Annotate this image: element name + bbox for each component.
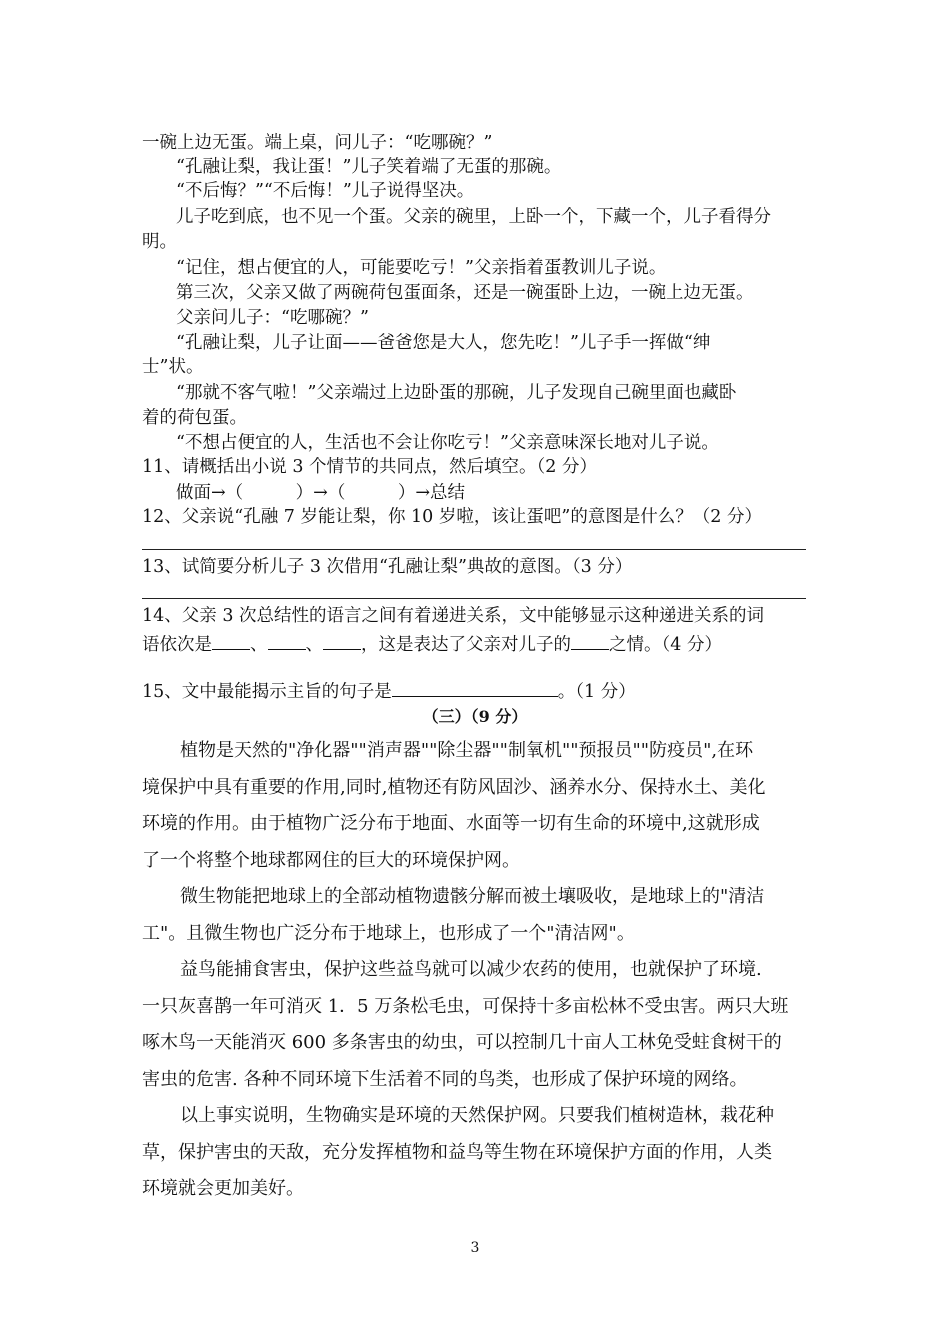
passage-line: 害虫的危害. 各种不同环境下生活着不同的鸟类，也形成了保护环境的网络。 xyxy=(142,1068,748,1090)
passage-line: 微生物能把地球上的全部动植物遗骸分解而被土壤吸收，是地球上的"清洁 xyxy=(180,886,765,907)
passage-line: 益鸟能捕食害虫，保护这些益鸟就可以减少农药的使用，也就保护了环境. xyxy=(180,959,762,980)
question-13: 13、试简要分析儿子 3 次借用“孔融让梨”典故的意图。（3 分） xyxy=(142,557,633,577)
story-line: “孔融让梨，我让蛋！”儿子笑着端了无蛋的那碗。 xyxy=(176,157,562,177)
story-line: “孔融让梨，儿子让面——爸爸您是大人，您先吃！”儿子手一挥做“绅 xyxy=(176,333,711,353)
blank-main-sentence[interactable] xyxy=(392,678,558,697)
question-14-text: 之情。（4 分） xyxy=(609,635,722,655)
blank-word-2[interactable] xyxy=(268,631,306,650)
answer-line-13[interactable] xyxy=(142,598,806,599)
question-15-points: 。（1 分） xyxy=(557,682,636,702)
separator: 、 xyxy=(250,635,268,655)
story-line: 着的荷包蛋。 xyxy=(142,408,247,428)
story-line: 儿子吃到底，也不见一个蛋。父亲的碗里，上卧一个，下藏一个，儿子看得分 xyxy=(176,207,771,227)
section3-passage xyxy=(142,733,808,1208)
question-14-text: ，这是表达了父亲对儿子的 xyxy=(361,635,571,655)
story-line: 第三次，父亲又做了两碗荷包蛋面条，还是一碗蛋卧上边，一碗上边无蛋。 xyxy=(176,283,754,303)
story-line: 明。 xyxy=(142,232,177,252)
question-11-fill[interactable]: 做面→（ ）→（ ）→总结 xyxy=(176,483,465,503)
question-12: 12、父亲说“孔融 7 岁能让梨，你 10 岁啦，该让蛋吧”的意图是什么？（2 分） xyxy=(142,507,763,527)
question-14-continued xyxy=(142,631,808,657)
question-15-text: 15、文中最能揭示主旨的句子是 xyxy=(142,682,392,702)
story-line: “记住，想占便宜的人，可能要吃亏！”父亲指着蛋教训儿子说。 xyxy=(176,258,667,278)
passage-line: 环境的作用。由于植物广泛分布于地面、水面等一切有生命的环境中,这就形成 xyxy=(142,813,760,834)
page-number: 3 xyxy=(470,1240,480,1256)
story-line: 父亲问儿子：“吃哪碗？” xyxy=(176,308,369,328)
passage-line: 以上事实说明，生物确实是环境的天然保护网。只要我们植树造林，栽花种 xyxy=(180,1105,774,1126)
question-15 xyxy=(142,678,808,704)
story-line: “不想占便宜的人，生活也不会让你吃亏！”父亲意味深长地对儿子说。 xyxy=(176,433,719,453)
story-line: 士”状。 xyxy=(142,357,204,377)
passage-line: 了一个将整个地球都网住的巨大的环境保护网。 xyxy=(142,849,520,871)
passage-line: 工"。且微生物也广泛分布于地球上，也形成了一个"清洁网"。 xyxy=(142,922,635,944)
question-11: 11、请概括出小说 3 个情节的共同点，然后填空。（2 分） xyxy=(142,457,597,477)
separator: 、 xyxy=(305,635,323,655)
passage-line: 环境就会更加美好。 xyxy=(142,1178,304,1199)
blank-emotion[interactable] xyxy=(571,631,609,650)
passage-line: 啄木鸟一天能消灭 600 多条害虫的幼虫，可以控制几十亩人工林免受蛀食树干的 xyxy=(142,1032,782,1053)
passage-line: 草，保护害虫的天敌，充分发挥植物和益鸟等生物在环境保护方面的作用，人类 xyxy=(142,1141,772,1163)
passage-line: 境保护中具有重要的作用,同时,植物还有防风固沙、涵养水分、保持水土、美化 xyxy=(142,776,766,798)
story-line: “那就不客气啦！”父亲端过上边卧蛋的那碗，儿子发现自己碗里面也藏卧 xyxy=(176,383,737,403)
story-line: 一碗上边无蛋。端上桌，问儿子：“吃哪碗？” xyxy=(142,133,493,153)
blank-word-3[interactable] xyxy=(323,631,361,650)
question-14: 14、父亲 3 次总结性的语言之间有着递进关系，文中能够显示这种递进关系的词 xyxy=(142,606,765,626)
section-heading: （三）（9 分） xyxy=(422,707,528,726)
passage-line: 一只灰喜鹊一年可消灭 1．5 万条松毛虫，可保持十多亩松林不受虫害。两只大班 xyxy=(142,995,789,1017)
passage-line: 植物是天然的"净化器""消声器""除尘器""制氧机""预报员""防疫员",在环 xyxy=(180,740,754,761)
blank-word-1[interactable] xyxy=(212,631,250,650)
story-line: “不后悔？”“不后悔！”儿子说得坚决。 xyxy=(176,181,475,201)
question-14-text: 语依次是 xyxy=(142,635,212,655)
answer-line-12[interactable] xyxy=(142,549,806,550)
